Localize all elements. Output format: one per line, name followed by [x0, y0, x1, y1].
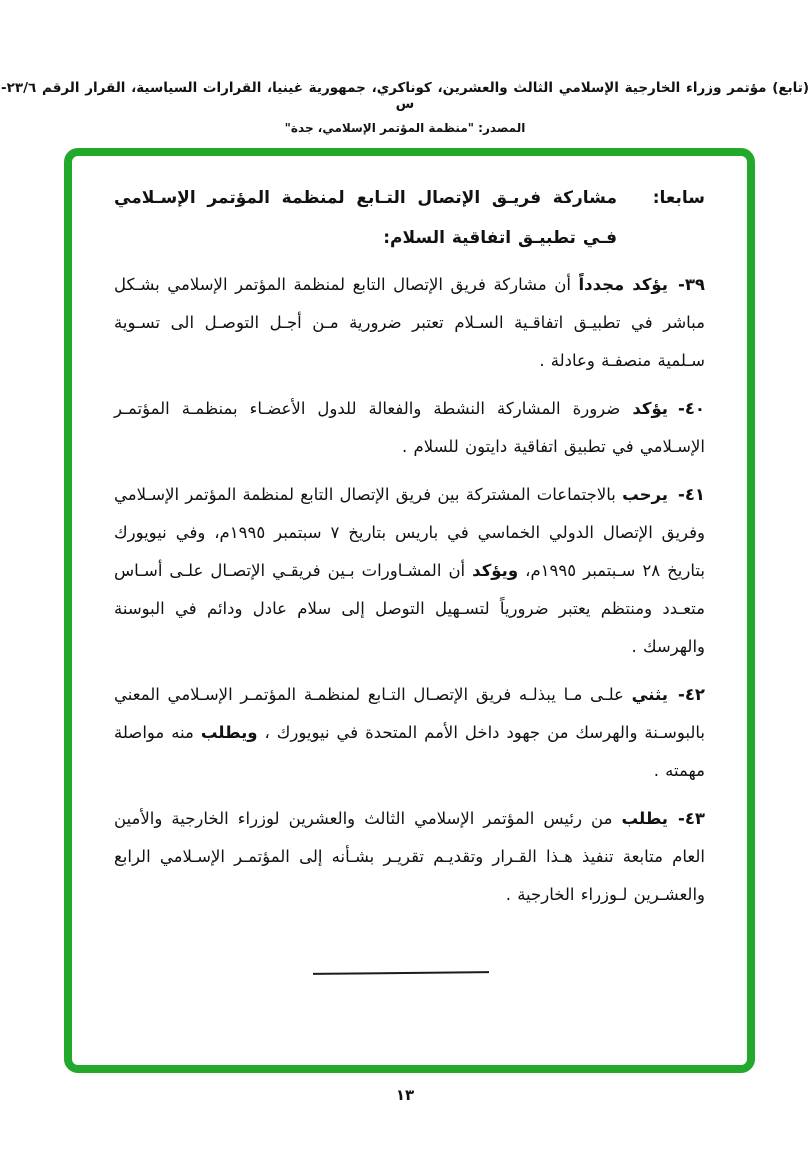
item-text: بالاجتماعات المشتركة بين فريق الإتصال التابع لمنظمة المؤتمر الإسـلامي وفريق الإتصال الدولي الخماسي في باريس بتاريخ ٧ سبتمبر ١٩٩٥م، وفي نيويورك بتاريخ ٢٨ سـبتمبر ١٩٩٥م، — [114, 485, 705, 580]
item-keyword: ويؤكد — [472, 561, 519, 580]
resolution-item — [114, 266, 705, 380]
section-label: سابعا: — [652, 188, 705, 208]
section-title: مشاركة فريـق الإتصال التـابع لمنظمة المؤتمر الإسـلامي فـي تطبيـق اتفاقية السلام: — [114, 188, 617, 248]
signature-line — [312, 971, 488, 975]
item-keyword: ويطلب — [200, 723, 258, 742]
resolution-item — [114, 390, 705, 466]
resolution-items — [114, 266, 705, 914]
item-keyword: يرحب — [622, 485, 668, 504]
page-number: ١٣ — [395, 1086, 415, 1104]
resolution-item — [114, 476, 705, 666]
item-number: ٤٠- — [677, 399, 705, 418]
item-number: ٤٢- — [677, 685, 705, 704]
header-line-1: (تابع) مؤتمر وزراء الخارجية الإسلامي الثالث والعشرين، كوناكري، جمهورية غينيا، القرارات السياسية، القرار الرقم ٢٣/٦-س — [1, 80, 809, 112]
item-number: ٤٣- — [677, 809, 705, 828]
item-text: منه مواصلة مهمته . — [114, 723, 705, 780]
resolution-item — [114, 676, 705, 790]
item-text: ضرورة المشاركة النشطة والفعالة للدول الأعضـاء بمنظمـة المؤتمـر الإسـلامي في تطبيق اتفاقية دايتون للسلام . — [114, 399, 705, 456]
document-header — [0, 80, 810, 135]
item-text: علـى مـا يبذلـه فريق الإتصـال التـابع لمنظمـة المؤتمـر الإسـلامي المعني بالبوسـنة والهرسك من جهود داخل الأمم المتحدة في نيويورك ، — [114, 685, 706, 742]
resolution-item — [114, 800, 705, 914]
item-number: ٤١- — [677, 485, 705, 504]
item-text: أن مشاركة فريق الإتصال التابع لمنظمة المؤتمر الإسلامي بشـكل مباشر في تطبيـق اتفاقـية السـلام تعتبر ضرورية مـن أجـل التوصـل الى تسـوية سـلمية منصفـة وعادلة . — [114, 275, 705, 370]
item-keyword: يؤكد مجدداً — [578, 275, 668, 294]
header-line-2: المصدر: "منظمة المؤتمر الإسلامي، جدة" — [284, 121, 526, 135]
item-number: ٣٩- — [677, 275, 705, 294]
item-keyword: يؤكد — [632, 399, 668, 418]
content-border-box — [64, 148, 755, 1073]
item-text: من رئيس المؤتمر الإسلامي الثالث والعشرين لوزراء الخارجية والأمين العام متابعة تنفيذ هـذا القـرار وتقديـم تقريـر بشـأنه إلى المؤتمـر الإسـلامي الرابع والعشـرين لـوزراء الخارجية . — [114, 809, 705, 904]
item-keyword: يثني — [631, 685, 668, 704]
section-heading — [114, 178, 705, 258]
item-keyword: يطلب — [621, 809, 668, 828]
item-text: أن المشـاورات بـين فريقـي الإتصـال علـى أسـاس متعـدد ومنتظم يعتبر ضرورياً لتسـهيل التوصل إلى سلام عادل ودائم في البوسنة والهرسك . — [114, 561, 705, 656]
